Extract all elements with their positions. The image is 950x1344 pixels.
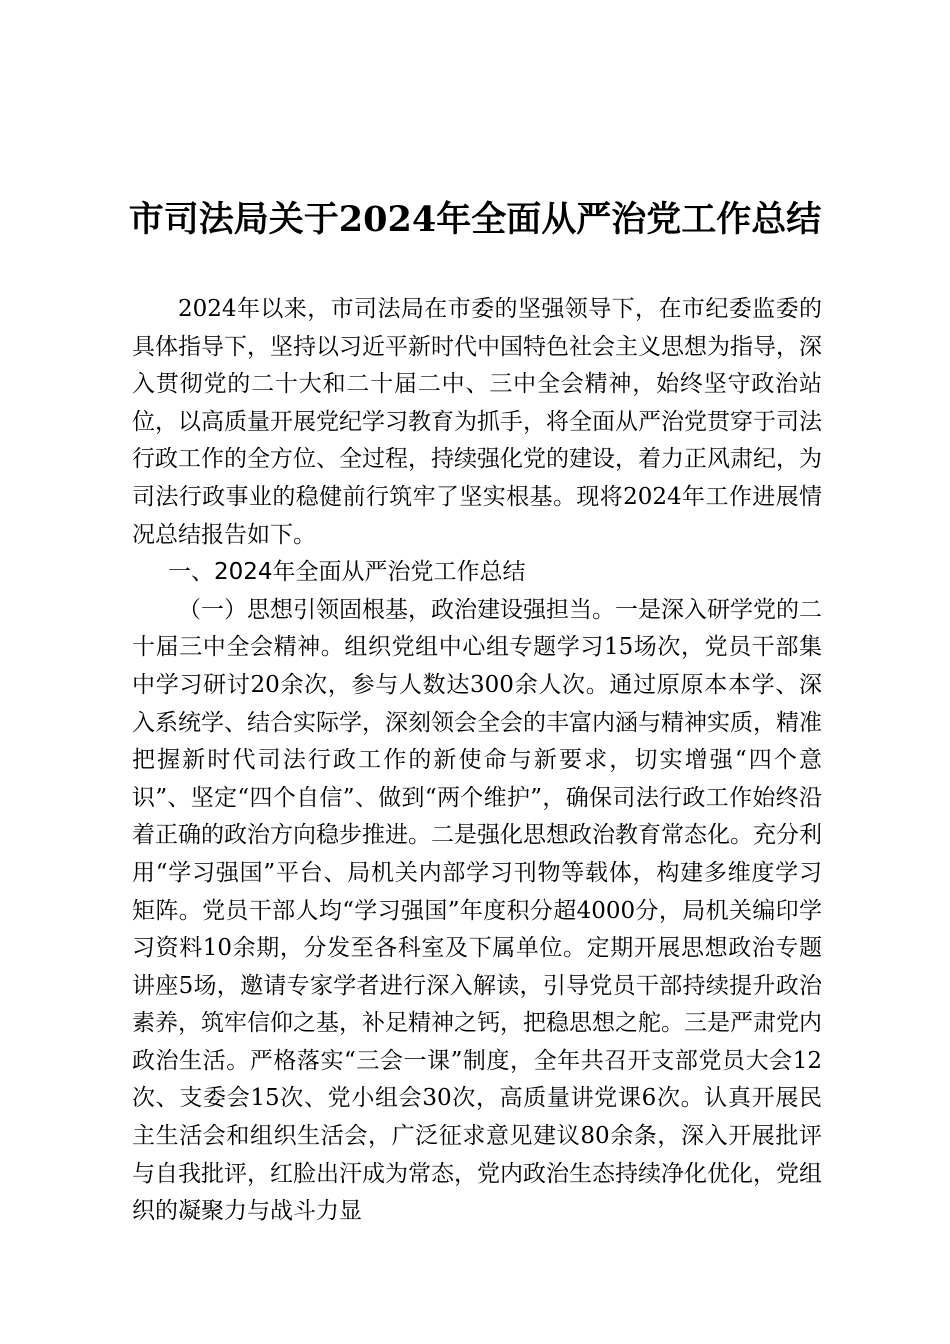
subsection-body: 一是深入研学党的二十届三中全会精神。组织党组中心组专题学习15场次，党员干部集中学习研讨20余次，参与人数达300余人次。通过原原本本学、深入系统学、结合实际学，深刻领会全会的丰富内涵与精神实质，精准把握新时代司法行政工作的新使命与新要求，切实增强“四个意识”、坚定“四个自信”、做到“两个维护”，确保司法行政工作始终沿着正确的政治方向稳步推进。二是强化思想政治教育常态化。充分利用“学习强国”平台、局机关内部学习刊物等载体，构建多维度学习矩阵。党员干部人均“学习强国”年度积分超4000分，局机关编印学习资料10余期，分发至各科室及下属单位。定期开展思想政治专题讲座5场，邀请专家学者进行深入解读，引导党员干部持续提升政治素养，筑牢信仰之基，补足精神之钙，把稳思想之舵。三是严肃党内政治生活。严格落实“三会一课”制度，全年共召开支部党员大会12次、支委会15次、党小组会30次，高质量讲党课6次。认真开展民主生活会和组织生活会，广泛征求意见建议80余条，深入开展批评与自我批评，红脸出汗成为常态，党内政治生态持续净化优化，党组织的凝聚力与战斗力显 [132, 596, 822, 1225]
document-body [132, 291, 822, 1231]
subsection-lead: （一）思想引领固根基，政治建设强担当。 [178, 596, 615, 623]
intro-paragraph: 2024年以来，市司法局在市委的坚强领导下，在市纪委监委的具体指导下，坚持以习近平新时代中国特色社会主义思想为指导，深入贯彻党的二十大和二十届二中、三中全会精神，始终坚守政治站位，以高质量开展党纪学习教育为抓手，将全面从严治党贯穿于司法行政工作的全方位、全过程，持续强化党的建设，着力正风肃纪，为司法行政事业的稳健前行筑牢了坚实根基。现将2024年工作进展情况总结报告如下。 [132, 296, 822, 548]
document-title: 市司法局关于2024年全面从严治党工作总结 [128, 199, 822, 240]
subsection-paragraph [132, 592, 822, 1231]
section-heading: 一、2024年全面从严治党工作总结 [168, 559, 526, 586]
